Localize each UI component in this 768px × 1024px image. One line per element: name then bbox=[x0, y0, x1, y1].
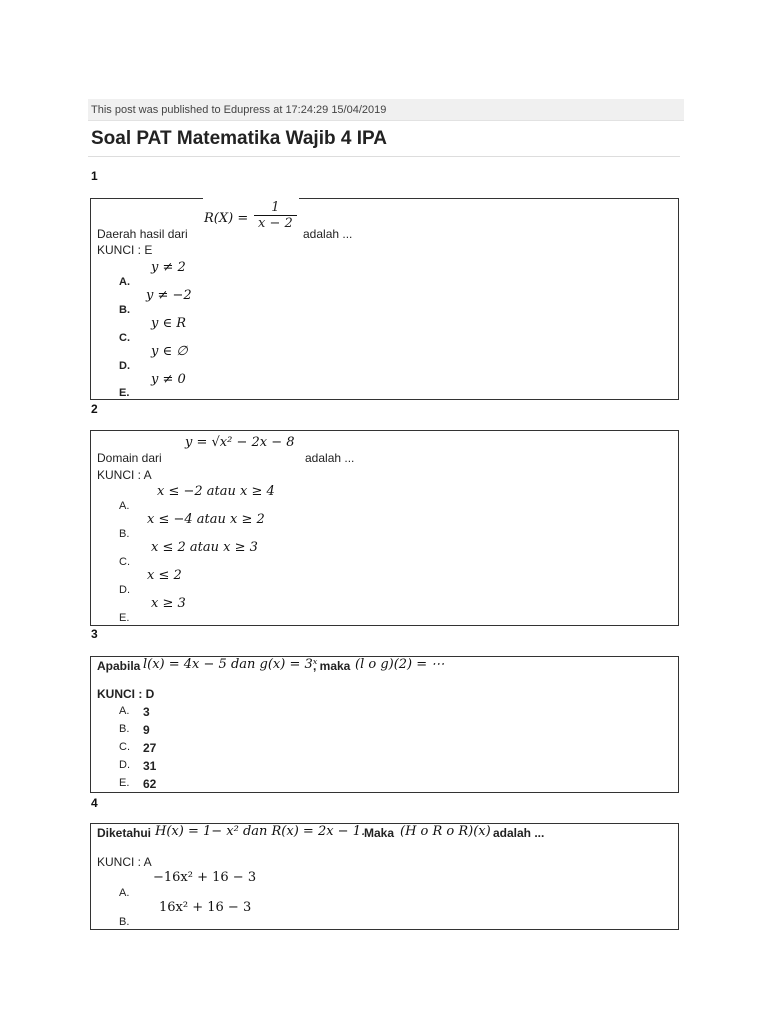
question-3-option-c: 27 bbox=[143, 741, 157, 755]
question-4-key: KUNCI : A bbox=[97, 855, 152, 869]
question-3-lead: Apabila bbox=[97, 659, 141, 673]
question-2-letter-a: A. bbox=[119, 500, 130, 512]
question-3-mid: , maka bbox=[313, 659, 351, 673]
question-4-mid: Maka bbox=[364, 826, 395, 840]
question-3-expression-2: (l o g)(2) = ⋯ bbox=[355, 657, 445, 672]
question-4-expression-1: H(x) = 1− x² dan R(x) = 2x − 1. bbox=[155, 824, 366, 839]
question-2-option-e: x ≥ 3 bbox=[151, 596, 186, 611]
question-1-function-lhs: R(X) = bbox=[204, 211, 249, 226]
question-1-letter-b: B. bbox=[119, 304, 130, 316]
question-3-letter-c: C. bbox=[119, 741, 130, 753]
question-4-lead: Diketahui bbox=[97, 826, 152, 840]
question-2-letter-d: D. bbox=[119, 584, 130, 596]
question-1-letter-a: A. bbox=[119, 276, 130, 288]
question-2-number: 2 bbox=[91, 402, 98, 416]
publish-banner: This post was published to Edupress at 17:24:29 15/04/2019 bbox=[88, 99, 684, 121]
question-4-number: 4 bbox=[91, 796, 98, 810]
question-2-letter-c: C. bbox=[119, 556, 130, 568]
question-3-box bbox=[90, 656, 679, 793]
question-1-letter-d: D. bbox=[119, 360, 130, 372]
question-2-key: KUNCI : A bbox=[97, 468, 152, 482]
question-4-letter-a: A. bbox=[119, 887, 130, 899]
question-2-letter-b: B. bbox=[119, 528, 130, 540]
question-4-option-a: −16x² + 16 − 3 bbox=[153, 870, 257, 885]
title-divider bbox=[88, 156, 680, 157]
question-3-letter-a: A. bbox=[119, 705, 130, 717]
question-1-fraction bbox=[254, 200, 297, 231]
question-2-lead: Domain dari bbox=[97, 451, 162, 465]
question-4-tail: adalah ... bbox=[493, 826, 545, 840]
question-3-option-b: 9 bbox=[143, 723, 150, 737]
question-1-number: 1 bbox=[91, 169, 98, 183]
question-1-tail: adalah ... bbox=[303, 227, 353, 241]
question-1-option-e: y ≠ 0 bbox=[151, 372, 186, 387]
question-3-option-a: 3 bbox=[143, 705, 150, 719]
question-2-option-a: x ≤ −2 atau x ≥ 4 bbox=[157, 484, 275, 499]
question-1-box bbox=[90, 198, 679, 400]
question-3-number: 3 bbox=[91, 627, 98, 641]
fraction-numerator: 1 bbox=[271, 200, 280, 215]
question-3-letter-e: E. bbox=[119, 777, 130, 789]
question-4-box bbox=[90, 823, 679, 930]
question-3-key: KUNCI : D bbox=[97, 687, 155, 701]
question-2-tail: adalah ... bbox=[305, 451, 355, 465]
fraction-denominator: x − 2 bbox=[254, 215, 297, 231]
question-3-option-e: 62 bbox=[143, 777, 157, 791]
question-1-lead: Daerah hasil dari bbox=[97, 227, 188, 241]
page-title: Soal PAT Matematika Wajib 4 IPA bbox=[91, 128, 387, 149]
question-4-letter-b: B. bbox=[119, 916, 130, 928]
question-2-option-c: x ≤ 2 atau x ≥ 3 bbox=[151, 540, 258, 555]
question-2-option-b: x ≤ −4 atau x ≥ 2 bbox=[147, 512, 265, 527]
question-4-option-b: 16x² + 16 − 3 bbox=[159, 900, 252, 915]
question-1-option-d: y ∈ ∅ bbox=[151, 344, 188, 359]
question-1-key: KUNCI : E bbox=[97, 243, 153, 257]
question-2-function: y = √x² − 2x − 8 bbox=[185, 435, 295, 450]
question-3-letter-b: B. bbox=[119, 723, 130, 735]
question-1-letter-e: E. bbox=[119, 387, 130, 399]
question-1-option-b: y ≠ −2 bbox=[146, 288, 192, 303]
question-1-option-c: y ∈ R bbox=[151, 316, 187, 331]
question-2-option-d: x ≤ 2 bbox=[147, 568, 182, 583]
question-4-expression-2: (H o R o R)(x) bbox=[400, 824, 491, 839]
question-2-letter-e: E. bbox=[119, 612, 130, 624]
question-1-letter-c: C. bbox=[119, 332, 130, 344]
question-1-option-a: y ≠ 2 bbox=[151, 260, 186, 275]
question-3-option-d: 31 bbox=[143, 759, 157, 773]
question-2-box bbox=[90, 430, 679, 626]
question-3-expression-1: l(x) = 4x − 5 dan g(x) = 3ˣ bbox=[143, 657, 318, 672]
question-3-letter-d: D. bbox=[119, 759, 130, 771]
